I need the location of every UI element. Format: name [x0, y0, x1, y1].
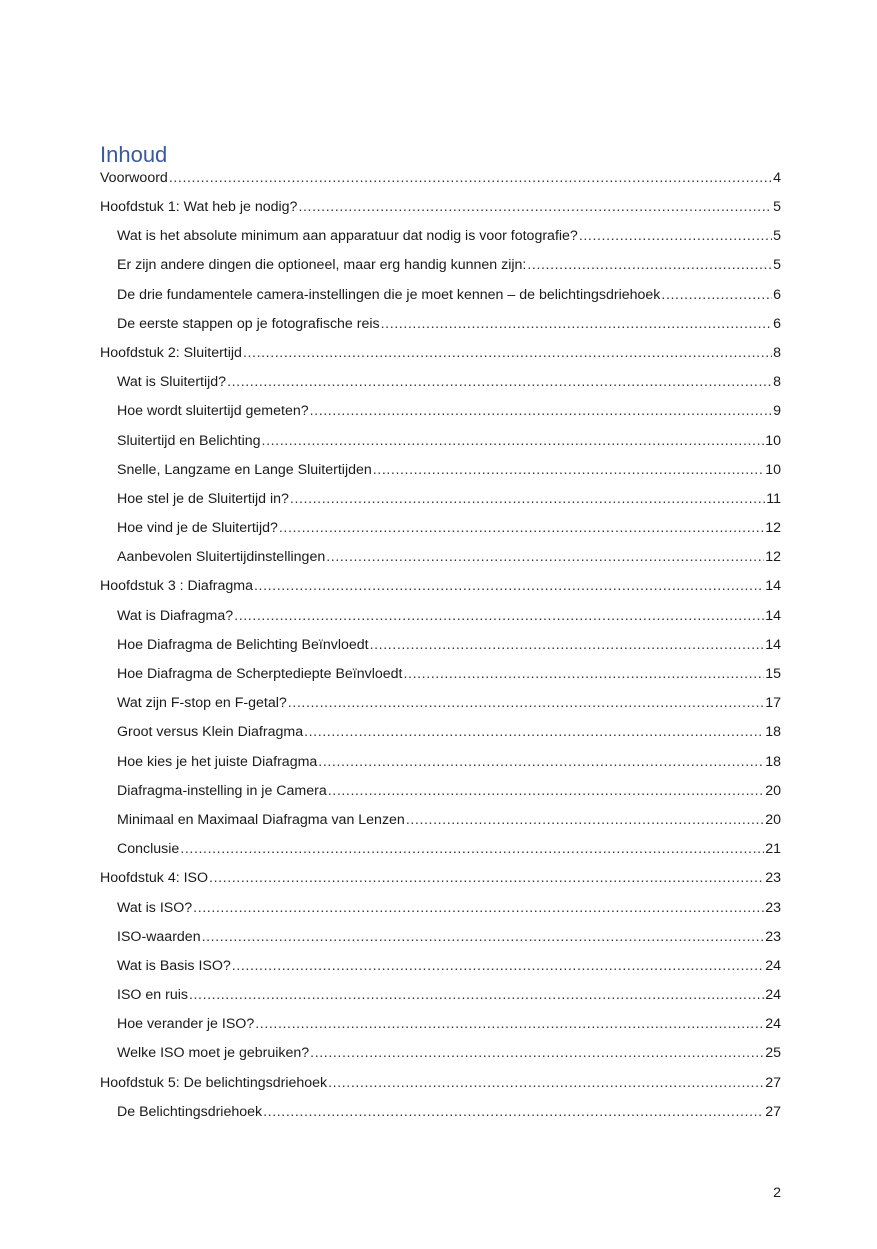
toc-entry-page: 11 [766, 490, 781, 507]
toc-subentry[interactable] [100, 841, 781, 870]
toc-entry-page: 23 [765, 928, 781, 945]
toc-dot-leader [370, 637, 765, 653]
toc-subentry[interactable] [100, 549, 781, 578]
toc-dot-leader [406, 812, 764, 828]
toc-subentry[interactable] [100, 783, 781, 812]
toc-subentry[interactable] [100, 462, 781, 491]
toc-entry-page: 8 [773, 344, 781, 361]
toc-dot-leader [579, 228, 772, 244]
toc-entry-page: 12 [765, 520, 781, 537]
toc-dot-leader [180, 841, 764, 857]
toc-subentry[interactable] [100, 900, 781, 929]
toc-entry-label: Conclusie [117, 841, 180, 858]
toc-subentry[interactable] [100, 637, 781, 666]
toc-dot-leader [279, 520, 764, 536]
table-of-contents [100, 141, 781, 1133]
toc-dot-leader [255, 1016, 764, 1032]
toc-subentry[interactable] [100, 608, 781, 637]
toc-entry-page: 25 [765, 1045, 781, 1062]
toc-dot-leader [298, 199, 772, 215]
toc-entry-page: 14 [765, 636, 781, 653]
toc-dot-leader [328, 1075, 764, 1091]
toc-subentry[interactable] [100, 929, 781, 958]
toc-entry-label: Wat is het absolute minimum aan apparatuur dat nodig is voor fotografie? [117, 228, 578, 245]
toc-entry-label: Snelle, Langzame en Lange Sluitertijden [117, 461, 372, 478]
toc-entry-label: Wat is Sluitertijd? [117, 374, 227, 391]
toc-entry-page: 20 [765, 811, 781, 828]
toc-subentry[interactable] [100, 257, 781, 286]
toc-entry-label: Welke ISO moet je gebruiken? [117, 1045, 310, 1062]
toc-dot-leader [169, 170, 772, 186]
toc-entry-page: 5 [773, 199, 781, 215]
toc-entry-label: Voorwoord [100, 170, 168, 186]
toc-subentry[interactable] [100, 754, 781, 783]
toc-dot-leader [527, 257, 772, 273]
toc-subentry[interactable] [100, 1104, 781, 1133]
toc-entry-label: Hoofdstuk 5: De belichtingsdriehoek [100, 1074, 328, 1091]
toc-entry-page: 27 [765, 1074, 781, 1091]
toc-entry-page: 6 [773, 315, 781, 332]
page-number: 2 [773, 1185, 781, 1201]
toc-entry-label: Wat is ISO? [117, 899, 193, 916]
toc-dot-leader [209, 870, 764, 886]
toc-entry-label: Hoofdstuk 4: ISO [100, 870, 209, 887]
toc-entry-label: Hoe stel je de Sluitertijd in? [117, 490, 289, 507]
toc-entry-label: Hoofdstuk 2: Sluitertijd [100, 344, 242, 361]
toc-entry-label: Diafragma-instelling in je Camera [117, 782, 327, 799]
toc-dot-leader [661, 287, 772, 303]
toc-entry[interactable] [100, 578, 781, 607]
toc-entry-page: 24 [765, 987, 781, 1004]
toc-dot-leader [310, 1045, 764, 1061]
toc-entry-page: 18 [765, 724, 781, 741]
toc-subentry[interactable] [100, 520, 781, 549]
toc-entry-label: Hoofdstuk 3 : Diafragma [100, 578, 253, 595]
toc-entry-page: 23 [765, 899, 781, 916]
toc-entry-page: 5 [773, 228, 781, 245]
toc-entry-label: Hoe Diafragma de Belichting Beïnvloedt [117, 636, 369, 653]
toc-subentry[interactable] [100, 316, 781, 345]
toc-entry-label: Wat is Diafragma? [117, 607, 234, 624]
toc-entry-page: 14 [765, 607, 781, 624]
toc-dot-leader [234, 608, 764, 624]
toc-entry-page: 4 [773, 170, 781, 186]
toc-entry-label: Hoe vind je de Sluitertijd? [117, 520, 278, 537]
toc-subentry[interactable] [100, 433, 781, 462]
toc-dot-leader [310, 403, 772, 419]
toc-entry-page: 10 [765, 461, 781, 478]
toc-entry-page: 27 [765, 1103, 781, 1120]
toc-entry-page: 21 [765, 841, 781, 858]
toc-dot-leader [254, 578, 764, 594]
toc-dot-leader [404, 666, 765, 682]
toc-dot-leader [328, 783, 764, 799]
toc-subentry[interactable] [100, 287, 781, 316]
toc-dot-leader [373, 462, 764, 478]
toc-entry-page: 10 [765, 432, 781, 449]
toc-subentry[interactable] [100, 695, 781, 724]
toc-dot-leader [202, 929, 765, 945]
toc-subentry[interactable] [100, 812, 781, 841]
toc-entry[interactable] [100, 170, 781, 199]
toc-subentry[interactable] [100, 958, 781, 987]
toc-entry-page: 24 [765, 1016, 781, 1033]
toc-dot-leader [318, 754, 764, 770]
toc-subentry[interactable] [100, 491, 781, 520]
toc-entry-page: 20 [765, 782, 781, 799]
toc-entry-page: 15 [765, 666, 781, 682]
toc-subentry[interactable] [100, 228, 781, 257]
toc-entry[interactable] [100, 199, 781, 228]
toc-dot-leader [288, 695, 764, 711]
toc-entry-label: De Belichtingsdriehoek [117, 1103, 263, 1120]
toc-dot-leader [263, 1104, 764, 1120]
toc-entry-label: Aanbevolen Sluitertijdinstellingen [117, 549, 326, 566]
toc-entry[interactable] [100, 870, 781, 899]
toc-entry-page: 17 [765, 695, 781, 712]
toc-entry-label: Groot versus Klein Diafragma [117, 724, 304, 741]
toc-entry-label: Hoe verander je ISO? [117, 1016, 255, 1033]
toc-subentry[interactable] [100, 403, 781, 432]
toc-subentry[interactable] [100, 374, 781, 403]
toc-entry-label: ISO-waarden [117, 928, 201, 945]
toc-dot-leader [243, 345, 772, 361]
toc-entry-label: ISO en ruis [117, 987, 188, 1004]
toc-entry-page: 8 [773, 374, 781, 391]
toc-dot-leader [381, 316, 772, 332]
toc-entry-page: 18 [765, 753, 781, 770]
toc-subentry[interactable] [100, 1016, 781, 1045]
toc-entry-label: Hoe kies je het juiste Diafragma [117, 753, 318, 770]
toc-subentry[interactable] [100, 666, 781, 695]
toc-entry-page: 12 [765, 549, 781, 566]
toc-dot-leader [193, 900, 764, 916]
toc-entry-label: Wat is Basis ISO? [117, 957, 231, 974]
toc-entry-label: Sluitertijd en Belichting [117, 432, 261, 449]
toc-entry-label: Hoe Diafragma de Scherptediepte Beïnvloedt [117, 666, 403, 682]
toc-entry[interactable] [100, 1075, 781, 1104]
toc-entry-label: Minimaal en Maximaal Diafragma van Lenzen [117, 811, 405, 828]
toc-entry-label: Wat zijn F-stop en F-getal? [117, 695, 287, 712]
toc-entry-page: 14 [765, 578, 781, 595]
toc-entry-page: 6 [773, 286, 781, 303]
toc-dot-leader [290, 491, 765, 507]
toc-entry-page: 9 [773, 403, 781, 420]
toc-dot-leader [326, 549, 764, 565]
toc-entry-label: Hoofdstuk 1: Wat heb je nodig? [100, 199, 298, 215]
toc-dot-leader [262, 433, 765, 449]
toc-entry-page: 23 [765, 870, 781, 887]
toc-entries [100, 170, 781, 1133]
toc-dot-leader [232, 958, 764, 974]
toc-entry-page: 5 [773, 257, 781, 274]
toc-dot-leader [304, 724, 764, 740]
toc-dot-leader [189, 987, 764, 1003]
toc-entry-page: 24 [765, 957, 781, 974]
toc-entry-label: De eerste stappen op je fotografische reis [117, 315, 380, 332]
toc-subentry[interactable] [100, 987, 781, 1016]
toc-entry-label: Er zijn andere dingen die optioneel, maar erg handig kunnen zijn: [117, 257, 527, 274]
toc-entry-label: De drie fundamentele camera-instellingen die je moet kennen – de belichtingsdriehoek [117, 286, 661, 303]
toc-subentry[interactable] [100, 1045, 781, 1074]
toc-entry-label: Hoe wordt sluitertijd gemeten? [117, 403, 309, 420]
toc-subentry[interactable] [100, 724, 781, 753]
toc-dot-leader [227, 374, 772, 390]
toc-entry[interactable] [100, 345, 781, 374]
toc-title: Inhoud [100, 142, 168, 167]
